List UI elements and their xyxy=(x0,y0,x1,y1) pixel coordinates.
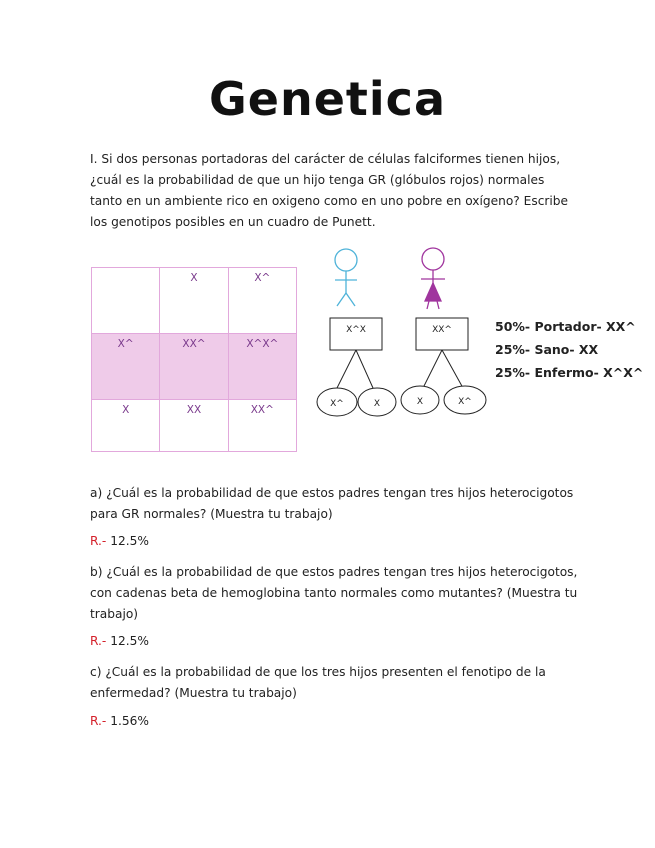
female-genotype-label: XX^ xyxy=(432,325,452,335)
punnett-cell: XX^ xyxy=(160,334,228,400)
answer-label: R.- xyxy=(90,714,107,728)
answer-b xyxy=(90,634,149,648)
result-carrier: 50%- Portador- XX^ xyxy=(495,319,636,334)
punnett-cell: X^X^ xyxy=(228,334,296,400)
punnett-row-allele: X^ xyxy=(92,334,160,400)
punnett-row-allele: X xyxy=(92,400,160,452)
answer-value: 1.56% xyxy=(110,714,149,728)
female-figure-icon xyxy=(421,248,445,309)
results-list xyxy=(495,315,643,384)
page-title: Genetica xyxy=(209,72,446,126)
punnett-cell xyxy=(92,268,160,334)
punnett-cell: XX xyxy=(160,400,228,452)
question-1-text: I. Si dos personas portadoras del carácter de células falciformes tienen hijos, ¿cuál es la probabilidad de que un hijo tenga GR (glóbulos rojos) normales tanto en un ambiente rico en oxigeno como en uno pobre en oxígeno? Escribe los genotipos posibles en un cuadro de Punett. xyxy=(90,152,569,229)
question-c-text: c) ¿Cuál es la probabilidad de que los tres hijos presenten el fenotipo de la enfermedad? (Muestra tu trabajo) xyxy=(90,665,546,700)
answer-value: 12.5% xyxy=(110,634,149,648)
male-figure-icon xyxy=(335,249,357,306)
result-healthy: 25%- Sano- XX xyxy=(495,342,599,357)
gamete-label: X xyxy=(416,397,424,407)
punnett-header-allele: X^ xyxy=(228,268,296,334)
answer-label: R.- xyxy=(90,534,107,548)
gamete-label: X^ xyxy=(458,397,472,407)
answer-a xyxy=(90,534,149,548)
question-b-text: b) ¿Cuál es la probabilidad de que estos padres tengan tres hijos heterocigotos, con cadenas beta de hemoglobina tanto normales como mutantes? (Muestra tu trabajo) xyxy=(90,565,578,621)
gamete-label: X xyxy=(373,399,381,409)
punnett-square xyxy=(91,267,297,452)
gamete-label: X^ xyxy=(330,399,344,409)
gamete-connectors xyxy=(337,350,463,388)
answer-value: 12.5% xyxy=(110,534,149,548)
cross-diagram xyxy=(315,243,495,423)
male-genotype-label: X^X xyxy=(346,325,366,335)
question-a-text: a) ¿Cuál es la probabilidad de que estos padres tengan tres hijos heterocigotos para GR normales? (Muestra tu trabajo) xyxy=(90,486,574,521)
result-sick: 25%- Enfermo- X^X^ xyxy=(495,365,644,380)
answer-label: R.- xyxy=(90,634,107,648)
punnett-cell: XX^ xyxy=(228,400,296,452)
punnett-header-allele: X xyxy=(160,268,228,334)
answer-c xyxy=(90,714,149,728)
